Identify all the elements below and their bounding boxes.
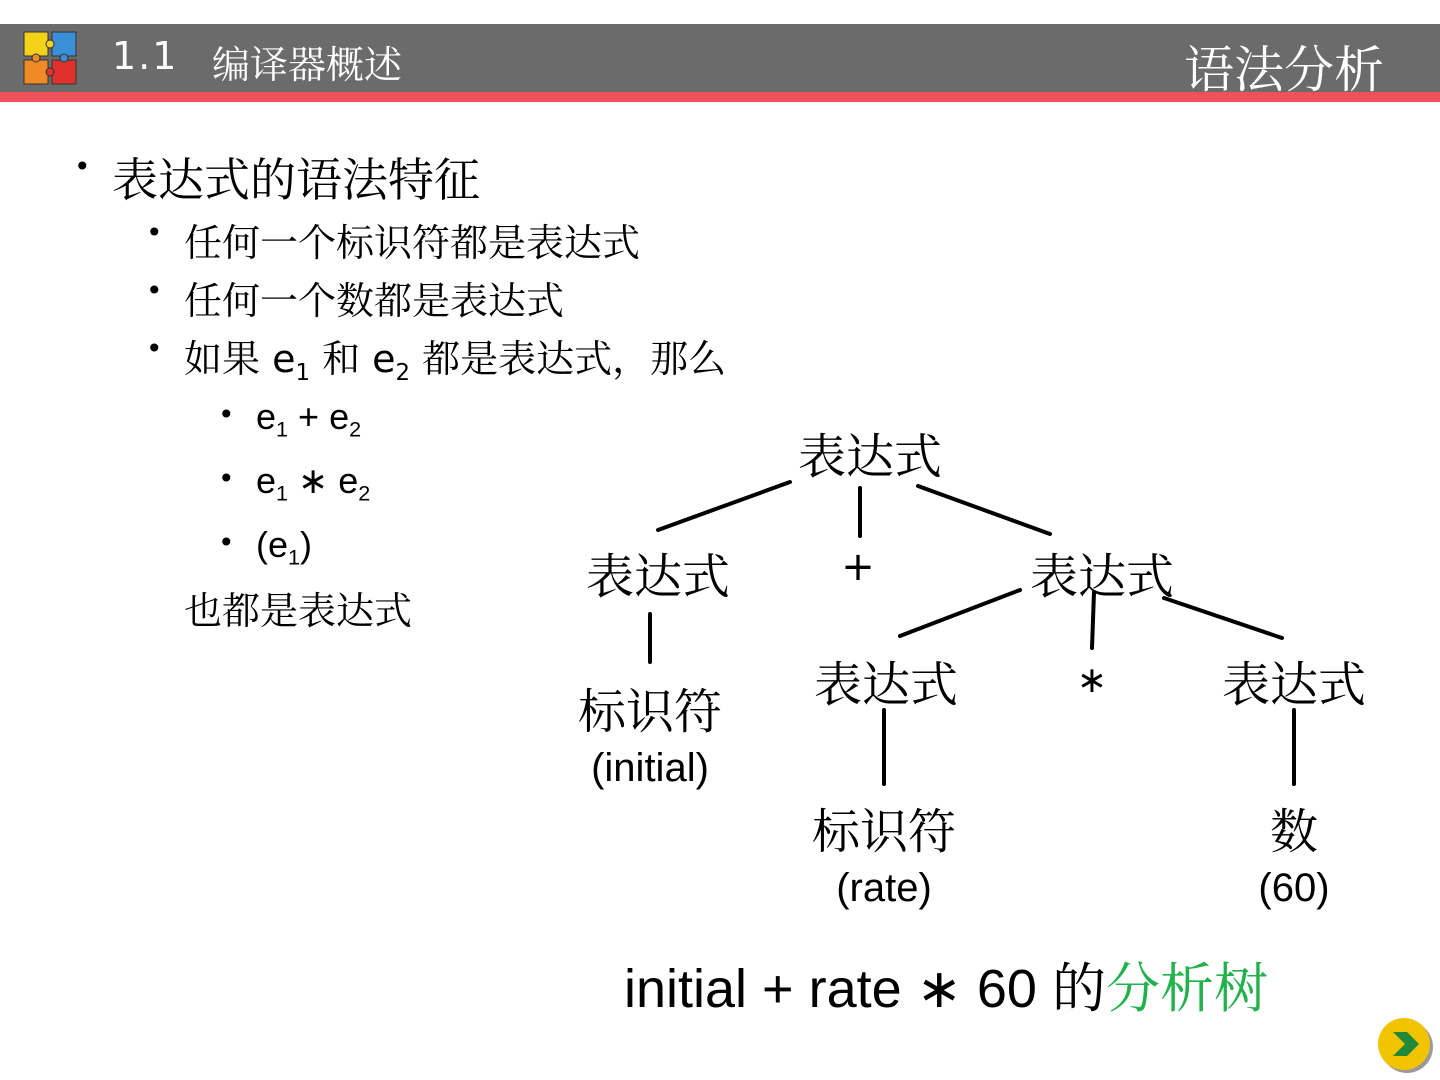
edge-root-left [658, 482, 790, 530]
section-number: 1.1 [112, 34, 179, 78]
next-arrow-icon[interactable] [1376, 1016, 1434, 1074]
bullet-dot: • [218, 526, 235, 559]
leaf-value: (60) [1258, 866, 1330, 910]
section-title: 编译器概述 [212, 43, 403, 87]
bullet-dot: • [74, 150, 91, 183]
form-paren: $(e_1)$ [256, 524, 313, 570]
edge-right-innerright [1164, 598, 1282, 638]
bullet-dot: • [146, 274, 163, 307]
conclusion: 也都是表达式 [184, 589, 413, 633]
rule-number: 任何一个数都是表达式 [184, 279, 565, 323]
bullet-dot: • [146, 216, 163, 249]
leaf-label: 数 [1269, 804, 1319, 860]
tree-node-root: 表达式 [797, 429, 943, 485]
tree-leaf-initial [578, 684, 722, 796]
tree-node-inner-right-expr: 表达式 [1221, 657, 1367, 713]
bullet-dot: • [218, 462, 235, 495]
leaf-value: (initial) [591, 746, 709, 790]
topic-title: 语法分析 [1184, 41, 1384, 99]
rule-compound: 如果 $e_1$ 和 $e_2$ 都是表达式，那么 [184, 337, 727, 386]
form-sum: $e_1 + e_2$ [256, 396, 362, 442]
edge-root-right [918, 486, 1050, 534]
tree-leaf-number [1258, 804, 1329, 916]
caption-expression: initial + rate ∗ 60 的 [624, 959, 1106, 1019]
bullet-dot: • [218, 398, 235, 431]
leaf-label: 标识符 [811, 804, 957, 860]
tree-node-inner-left-expr: 表达式 [813, 657, 959, 713]
tree-leaf-rate [812, 804, 956, 916]
rule-identifier: 任何一个标识符都是表达式 [184, 221, 641, 265]
form-product: $e_1$ ∗ $e_2$ [256, 460, 371, 506]
tree-node-left-expr: 表达式 [585, 549, 731, 605]
caption-highlight: 分析树 [1105, 957, 1268, 1020]
bullet-dot: • [146, 332, 163, 365]
tree-caption [624, 946, 1268, 1023]
tree-node-right-expr: 表达式 [1029, 549, 1175, 605]
tree-node-plus: + [841, 544, 875, 590]
tree-node-times: ∗ [1076, 660, 1108, 701]
edge-right-innerleft [900, 590, 1020, 636]
heading-bullet: 表达式的语法特征 [112, 153, 480, 207]
leaf-label: 标识符 [577, 684, 723, 740]
leaf-value: (rate) [836, 866, 932, 910]
